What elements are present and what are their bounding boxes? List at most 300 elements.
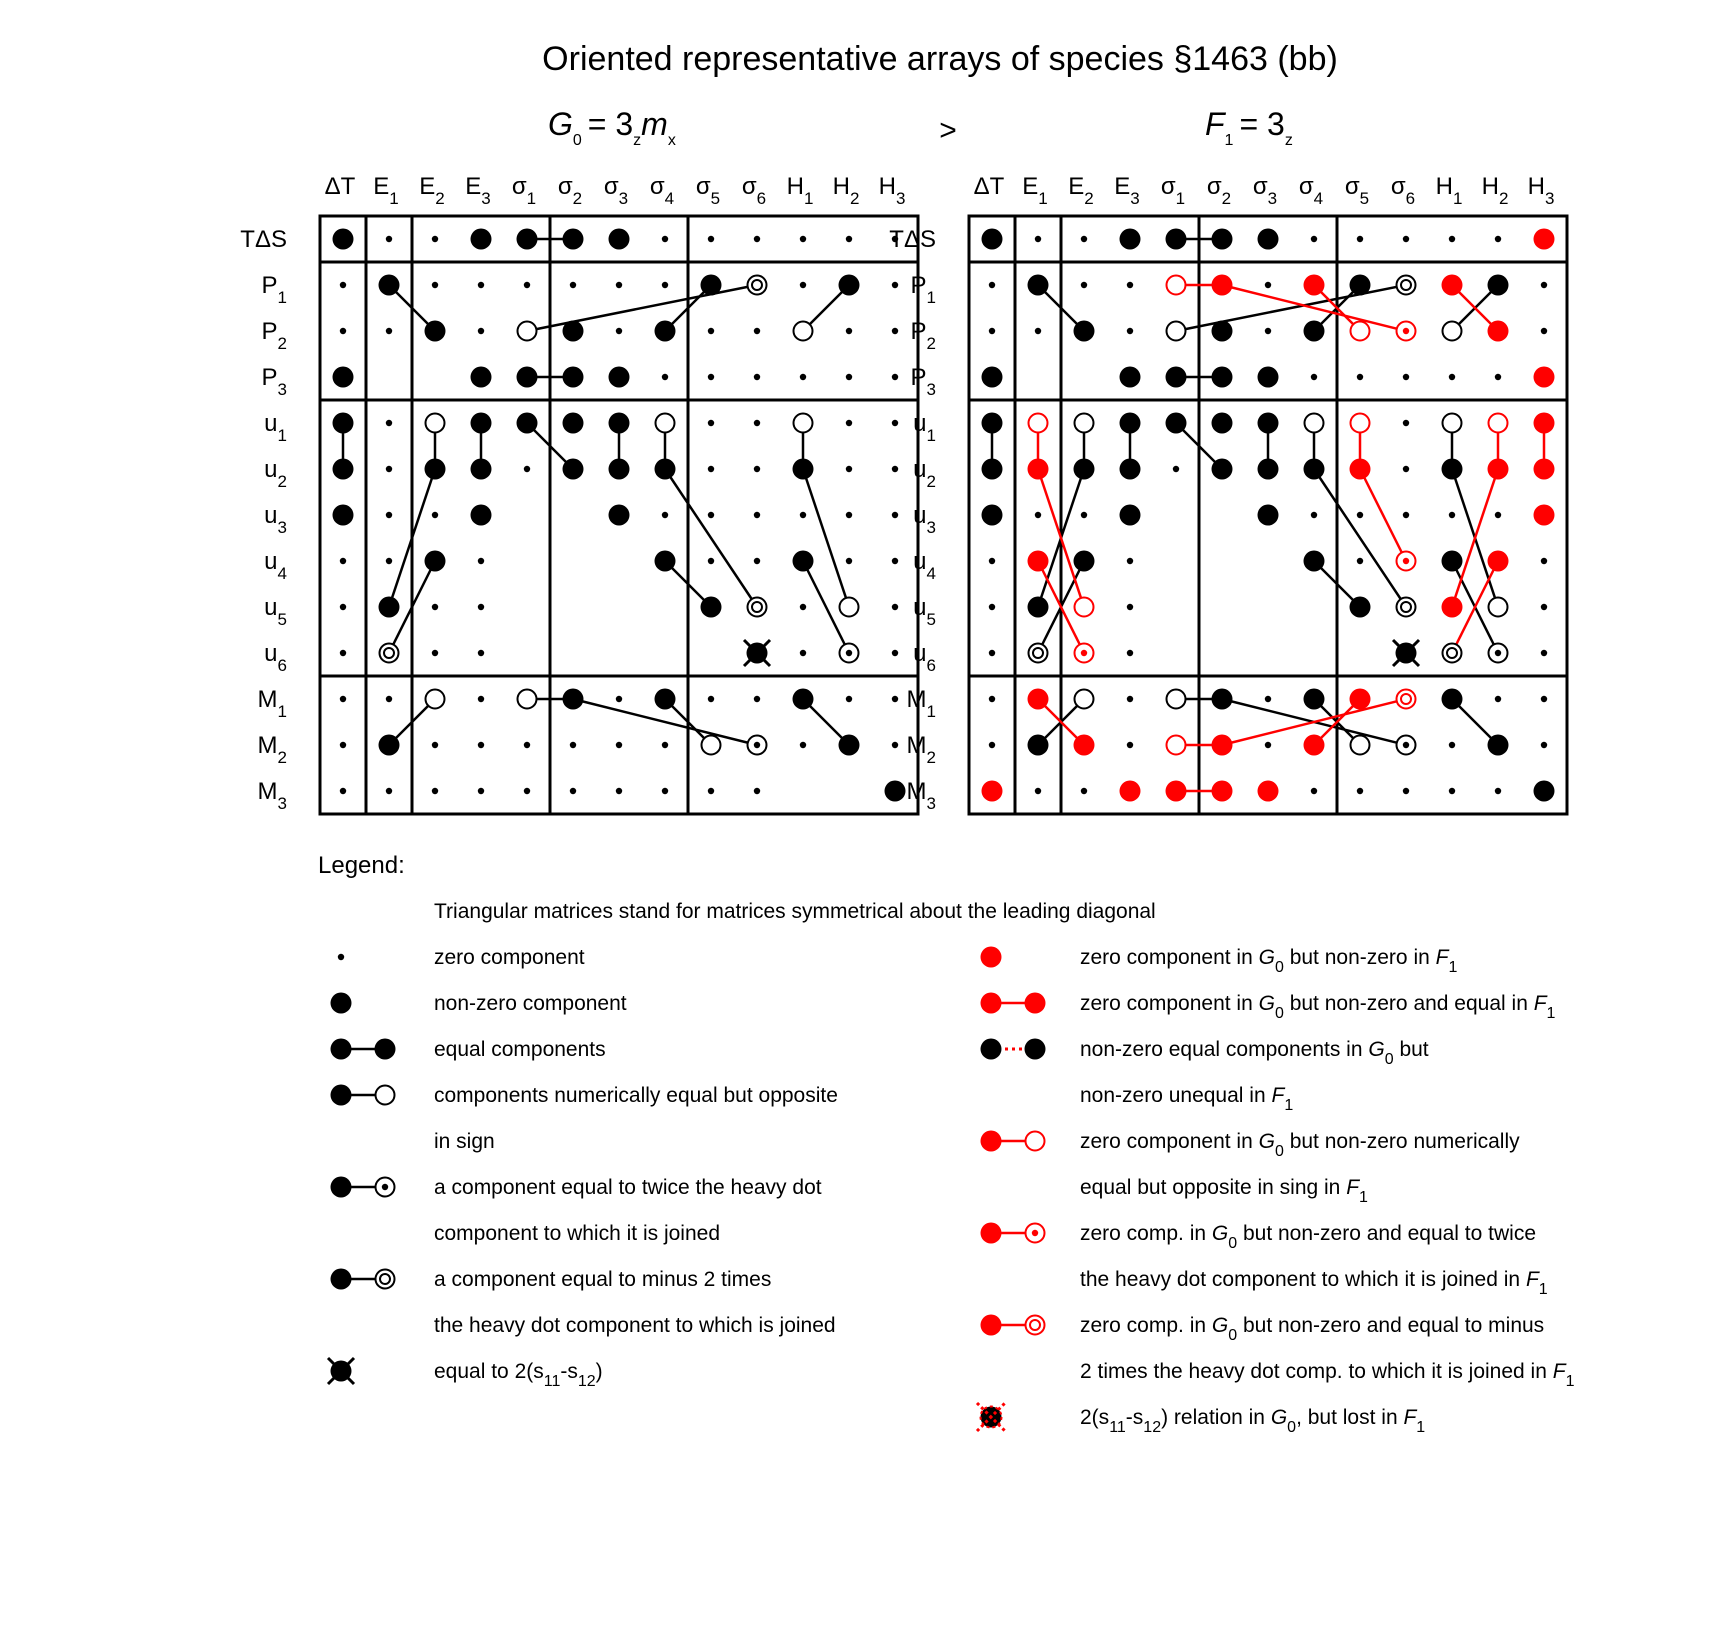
cell-r0-c3 [471,229,492,250]
cell-r6-c11 [1495,512,1501,518]
column-header-10: $H_1$ [786,173,814,208]
cell-r1-c2 [1081,282,1087,288]
cell-r2-c1 [1035,328,1041,334]
legend-left-symbol-4-end [376,1178,395,1197]
cell-r5-c1 [386,466,392,472]
cell-r12-c4 [1166,781,1187,802]
cell-r12-c6 [1258,781,1279,802]
cell-r4-c3 [1120,413,1141,434]
column-header-7: $\sigma_4$ [649,173,675,208]
cell-r1-c5 [1212,275,1233,296]
cell-r0-c12 [1534,229,1555,250]
cell-r3-c9 [1403,374,1409,380]
cell-r7-c12 [892,558,898,564]
cell-r5-c3 [1120,459,1141,480]
cell-r12-c6 [616,788,622,794]
cell-r2-c9 [754,328,760,334]
cell-r11-c7 [662,742,668,748]
cell-r4-c3 [471,413,492,434]
legend-left-symbol-0-dot [338,954,344,960]
cell-r10-c4 [518,690,537,709]
cell-r1-c6 [1265,282,1271,288]
cell-r4-c9 [1403,420,1409,426]
row-label-3: $P_3$ [910,364,936,399]
cell-r9-c0 [340,650,346,656]
cell-r2-c12 [1541,328,1547,334]
cell-r11-c11 [1488,735,1509,756]
cell-r9-c9 [1393,640,1419,666]
legend-left-symbol-5 [331,1269,395,1290]
legend-right-symbol-3-end [1026,1132,1045,1151]
cell-r5-c3 [471,459,492,480]
legend-right-text-6-0: $2(s_{11}-s_{12})$ relation in $G_0$, but lost in $F_1$ [1080,1406,1426,1436]
cell-r11-c4 [1167,736,1186,755]
cell-r10-c2 [426,690,445,709]
cell-r3-c8 [708,374,714,380]
cell-r0-c6 [1258,229,1279,250]
cell-r4-c1 [1029,414,1048,433]
cell-r5-c8 [708,466,714,472]
cell-r9-c0 [989,650,995,656]
cell-r7-c10 [1442,551,1463,572]
cell-r3-c11 [846,374,852,380]
legend-left-text-0-0: zero component [434,946,585,969]
cell-r6-c6 [609,505,630,526]
cell-r3-c6 [609,367,630,388]
right-header [1205,106,1293,149]
legend-left-column [328,946,838,1390]
cell-r8-c10 [1442,597,1463,618]
cell-r8-c0 [340,604,346,610]
cell-r10-c5 [563,689,584,710]
column-header-10: $H_1$ [1435,173,1463,208]
cell-r7-c1 [386,558,392,564]
cell-r12-c1 [1035,788,1041,794]
cell-r7-c9 [1397,552,1416,571]
cell-r0-c5 [563,229,584,250]
cell-r10-c10 [1442,689,1463,710]
legend-left-symbol-1 [331,993,352,1014]
cell-r2-c3 [1127,328,1133,334]
cell-r10-c0 [340,696,346,702]
row-label-4: $u_1$ [264,410,287,445]
cell-r9-c1 [1029,644,1048,663]
relation-line [1314,469,1406,607]
column-header-11: $H_2$ [1481,173,1509,208]
cell-r10-c3 [1127,696,1133,702]
cell-r10-c11 [1495,696,1501,702]
cell-r10-c7 [1304,689,1325,710]
cell-r3-c4 [1166,367,1187,388]
legend-right-symbol-4-end [1026,1224,1045,1243]
cell-r0-c11 [1495,236,1501,242]
legend-left-text-4-1: component to which it is joined [434,1222,720,1245]
cell-r1-c3 [1127,282,1133,288]
legend-heading: Legend: [318,852,405,879]
legend-left-text-3-1: in sign [434,1130,495,1153]
legend-left-symbol-2 [331,1039,396,1060]
cell-r12-c10 [1449,788,1455,794]
cell-r4-c6 [1258,413,1279,434]
cell-r1-c0 [340,282,346,288]
cell-r4-c2 [426,414,445,433]
column-header-9: $\sigma_6$ [741,173,767,208]
cell-r5-c12 [892,466,898,472]
cell-r6-c9 [1403,512,1409,518]
row-label-2: $P_2$ [910,318,936,353]
cell-r1-c8 [701,275,722,296]
cell-r1-c6 [616,282,622,288]
cell-r7-c12 [1541,558,1547,564]
column-header-5: $\sigma_2$ [557,173,583,208]
left-header-formula: $G_0 = 3_zm_x$ [548,106,676,149]
cell-r11-c11 [839,735,860,756]
legend-left-symbol-5-start [331,1269,352,1290]
cell-r3-c4 [517,367,538,388]
cell-r4-c9 [754,420,760,426]
cell-r4-c12 [892,420,898,426]
cell-r10-c3 [478,696,484,702]
cell-r5-c11 [1488,459,1509,480]
cell-r0-c0 [333,229,354,250]
cell-r8-c3 [478,604,484,610]
legend-left-symbol-2-start [331,1039,352,1060]
row-label-2: $P_2$ [261,318,287,353]
cell-r1-c12 [892,282,898,288]
cell-r6-c3 [471,505,492,526]
legend-left-symbol-3 [331,1085,395,1106]
cell-r2-c5 [563,321,584,342]
cell-r4-c6 [609,413,630,434]
cell-r4-c11 [1489,414,1508,433]
cell-r7-c3 [1127,558,1133,564]
row-label-5: $u_2$ [913,456,936,491]
cell-r3-c5 [1212,367,1233,388]
cell-r5-c9 [754,466,760,472]
legend-left-symbol-1-dot [331,993,352,1014]
cell-r6-c12 [1534,505,1555,526]
legend-left-symbol-3-start [331,1085,352,1106]
left-header [548,106,676,149]
cell-r8-c10 [800,604,806,610]
legend-left-text-1-0: non-zero component [434,992,627,1015]
relation-line [665,469,757,607]
cell-r5-c11 [846,466,852,472]
legend-right-text-5-0: zero comp. in $G_0$ but non-zero and equal to minus [1080,1314,1545,1344]
legend-right-symbol-1-start [981,993,1002,1014]
cell-r10-c1 [386,696,392,702]
legend-right-symbol-0 [981,947,1002,968]
legend-right-text-4-0: zero comp. in $G_0$ but non-zero and equal to twice [1080,1222,1537,1252]
cell-r8-c9 [748,598,767,617]
cell-r5-c8 [1350,459,1371,480]
cell-r8-c12 [1541,604,1547,610]
cell-r10-c10 [793,689,814,710]
column-header-8: $\sigma_5$ [1344,173,1370,208]
cell-r11-c6 [1265,742,1271,748]
column-header-6: $\sigma_3$ [603,173,629,208]
legend-left-text-5-0: a component equal to minus 2 times [434,1268,772,1291]
cell-r12-c12 [885,781,906,802]
column-header-3: $E_3$ [465,173,491,208]
legend-right-text-2-1: non-zero unequal in $F_1$ [1080,1084,1294,1114]
cell-r12-c9 [1403,788,1409,794]
legend-left-symbol-6-dot [328,1358,354,1384]
legend-right-symbol-4 [981,1223,1045,1244]
cell-r4-c0 [333,413,354,434]
legend-right-symbol-1-end [1025,993,1046,1014]
cell-r12-c3 [1120,781,1141,802]
cell-r3-c3 [471,367,492,388]
cell-r1-c4 [1167,276,1186,295]
cell-r0-c7 [1311,236,1317,242]
relation-line [803,469,849,607]
cell-r5-c6 [609,459,630,480]
cell-r6-c7 [1311,512,1317,518]
row-label-9: $u_6$ [913,640,936,675]
legend-left-symbol-0 [338,954,344,960]
figure-title: Oriented representative arrays of species §1463 (bb) [542,40,1338,78]
right-header-formula: $F_1 = 3_z$ [1205,106,1293,149]
cell-r6-c7 [662,512,668,518]
cell-r6-c8 [1357,512,1363,518]
legend-left-symbol-6 [328,1358,354,1384]
cell-r4-c7 [656,414,675,433]
legend-left-text-6-0: equal to $2(s_{11}-s_{12})$ [434,1360,603,1390]
column-header-12: $H_3$ [1527,173,1555,208]
row-label-7: $u_4$ [264,548,287,583]
row-label-1: $P_1$ [910,272,936,307]
cell-r4-c10 [794,414,813,433]
cell-r7-c7 [655,551,676,572]
cell-r11-c12 [892,742,898,748]
cell-r2-c3 [478,328,484,334]
relation-line [527,285,757,331]
cell-r4-c5 [563,413,584,434]
cell-r2-c8 [1351,322,1370,341]
cell-r3-c6 [1258,367,1279,388]
legend-right-symbol-0-dot [981,947,1002,968]
cell-r2-c12 [892,328,898,334]
legend-right-symbol-3 [981,1131,1045,1152]
cell-r4-c8 [1351,414,1370,433]
cell-r10-c4 [1167,690,1186,709]
legend-right-symbol-5-start [981,1315,1002,1336]
legend-left-symbol-2-end [375,1039,396,1060]
row-label-10: $M_1$ [257,686,287,721]
cell-r2-c5 [1212,321,1233,342]
row-label-11: $M_2$ [257,732,287,767]
cell-r2-c11 [846,328,852,334]
cell-r10-c8 [1350,689,1371,710]
row-label-10: $M_1$ [906,686,936,721]
cell-r0-c2 [1081,236,1087,242]
legend-left-symbol-4 [331,1177,395,1198]
cell-r0-c1 [1035,236,1041,242]
legend-right-text-0-0: zero component in $G_0$ but non-zero in $F_1$ [1080,946,1458,976]
cell-r9-c11 [1489,644,1508,663]
cell-r1-c7 [662,282,668,288]
row-label-9: $u_6$ [264,640,287,675]
cell-r5-c2 [425,459,446,480]
cell-r6-c11 [846,512,852,518]
cell-r0-c10 [800,236,806,242]
row-label-8: $u_5$ [264,594,287,629]
cell-r5-c10 [1442,459,1463,480]
cell-r3-c11 [1495,374,1501,380]
cell-r4-c11 [846,420,852,426]
cell-r3-c7 [1311,374,1317,380]
cell-r5-c9 [1403,466,1409,472]
column-header-0: ΔT [324,173,356,200]
cell-r3-c10 [800,374,806,380]
cell-r10-c8 [708,696,714,702]
legend-right-symbol-2-end [1025,1039,1046,1060]
cell-r9-c10 [800,650,806,656]
cell-r5-c5 [1212,459,1233,480]
legend-left-text-4-0: a component equal to twice the heavy dot [434,1176,822,1199]
cell-r11-c9 [1397,736,1416,755]
cell-r0-c8 [708,236,714,242]
column-header-3: $E_3$ [1114,173,1140,208]
row-label-4: $u_1$ [913,410,936,445]
cell-r1-c4 [524,282,530,288]
cell-r0-c2 [432,236,438,242]
cell-r8-c2 [432,604,438,610]
cell-r1-c3 [478,282,484,288]
cell-r5-c12 [1534,459,1555,480]
cell-r11-c10 [800,742,806,748]
cell-r6-c0 [982,505,1003,526]
cell-r12-c4 [524,788,530,794]
cell-r4-c0 [982,413,1003,434]
cell-r11-c4 [524,742,530,748]
cell-r1-c10 [1442,275,1463,296]
legend-right-column [977,946,1575,1436]
cell-r7-c3 [478,558,484,564]
cell-r8-c1 [1028,597,1049,618]
cell-r12-c5 [570,788,576,794]
column-header-4: $\sigma_1$ [511,173,537,208]
cell-r7-c0 [989,558,995,564]
cell-r10-c9 [754,696,760,702]
cell-r3-c0 [333,367,354,388]
cell-r7-c11 [846,558,852,564]
legend-right-text-4-1: the heavy dot component to which it is joined in $F_1$ [1080,1268,1548,1298]
cell-r2-c8 [708,328,714,334]
column-header-4: $\sigma_1$ [1160,173,1186,208]
legend-note: Triangular matrices stand for matrices symmetrical about the leading diagonal [434,900,1156,923]
cell-r7-c2 [1074,551,1095,572]
cell-r12-c11 [1495,788,1501,794]
row-label-8: $u_5$ [913,594,936,629]
cell-r12-c7 [662,788,668,794]
cell-r1-c10 [800,282,806,288]
cell-r1-c0 [989,282,995,288]
legend-right-text-2-0: non-zero equal components in $G_0$ but [1080,1038,1429,1068]
row-label-5: $u_2$ [264,456,287,491]
cell-r10-c5 [1212,689,1233,710]
cell-r2-c11 [1488,321,1509,342]
column-header-2: $E_2$ [1068,173,1094,208]
cell-r1-c11 [839,275,860,296]
cell-r8-c11 [1489,598,1508,617]
legend-right-symbol-3-start [981,1131,1002,1152]
cell-r0-c5 [1212,229,1233,250]
cell-r2-c6 [616,328,622,334]
cell-r9-c2 [1075,644,1094,663]
cell-r3-c8 [1357,374,1363,380]
legend-right-text-5-1: 2 times the heavy dot comp. to which it is joined in $F_1$ [1080,1360,1575,1390]
cell-r12-c0 [982,781,1003,802]
cell-r11-c3 [1127,742,1133,748]
cell-r2-c7 [655,321,676,342]
legend-left-symbol-3-end [376,1086,395,1105]
cell-r4-c8 [708,420,714,426]
cell-r10-c1 [1028,689,1049,710]
cell-r1-c9 [748,276,767,295]
cell-r12-c8 [1357,788,1363,794]
cell-r2-c0 [989,328,995,334]
cell-r11-c0 [340,742,346,748]
column-header-0: ΔT [973,173,1005,200]
cell-r9-c11 [840,644,859,663]
row-label-3: $P_3$ [261,364,287,399]
cell-r0-c1 [386,236,392,242]
cell-r9-c12 [892,650,898,656]
cell-r10-c0 [989,696,995,702]
cell-r5-c6 [1258,459,1279,480]
column-header-5: $\sigma_2$ [1206,173,1232,208]
cell-r9-c3 [478,650,484,656]
cell-r8-c2 [1075,598,1094,617]
cell-r8-c1 [379,597,400,618]
cell-r8-c12 [892,604,898,610]
cell-r6-c9 [754,512,760,518]
legend-right-symbol-5 [981,1315,1045,1336]
cell-r1-c11 [1488,275,1509,296]
legend-left-text-3-0: components numerically equal but opposite [434,1084,838,1107]
cell-r3-c5 [563,367,584,388]
cell-r2-c10 [794,322,813,341]
cell-r10-c12 [892,696,898,702]
row-label-12: $M_3$ [257,778,287,813]
cell-r11-c2 [432,742,438,748]
cell-r4-c5 [1212,413,1233,434]
cell-r6-c12 [892,512,898,518]
legend-left-text-2-0: equal components [434,1038,606,1061]
row-label-7: $u_4$ [913,548,936,583]
cell-r5-c10 [793,459,814,480]
column-header-8: $\sigma_5$ [695,173,721,208]
row-label-0: TΔS [240,226,287,253]
cell-r2-c10 [1443,322,1462,341]
row-label-0: TΔS [889,226,936,253]
cell-r9-c3 [1127,650,1133,656]
cell-r9-c2 [432,650,438,656]
cell-r2-c2 [1074,321,1095,342]
cell-r4-c7 [1305,414,1324,433]
cell-r6-c0 [333,505,354,526]
cell-r11-c5 [1212,735,1233,756]
row-label-11: $M_2$ [906,732,936,767]
cell-r0-c11 [846,236,852,242]
cell-r11-c1 [1028,735,1049,756]
cell-r12-c12 [1534,781,1555,802]
legend-right-symbol-6 [977,1403,1005,1431]
cell-r6-c1 [386,512,392,518]
legend-right-text-1-0: zero component in $G_0$ but non-zero and equal in $F_1$ [1080,992,1556,1022]
